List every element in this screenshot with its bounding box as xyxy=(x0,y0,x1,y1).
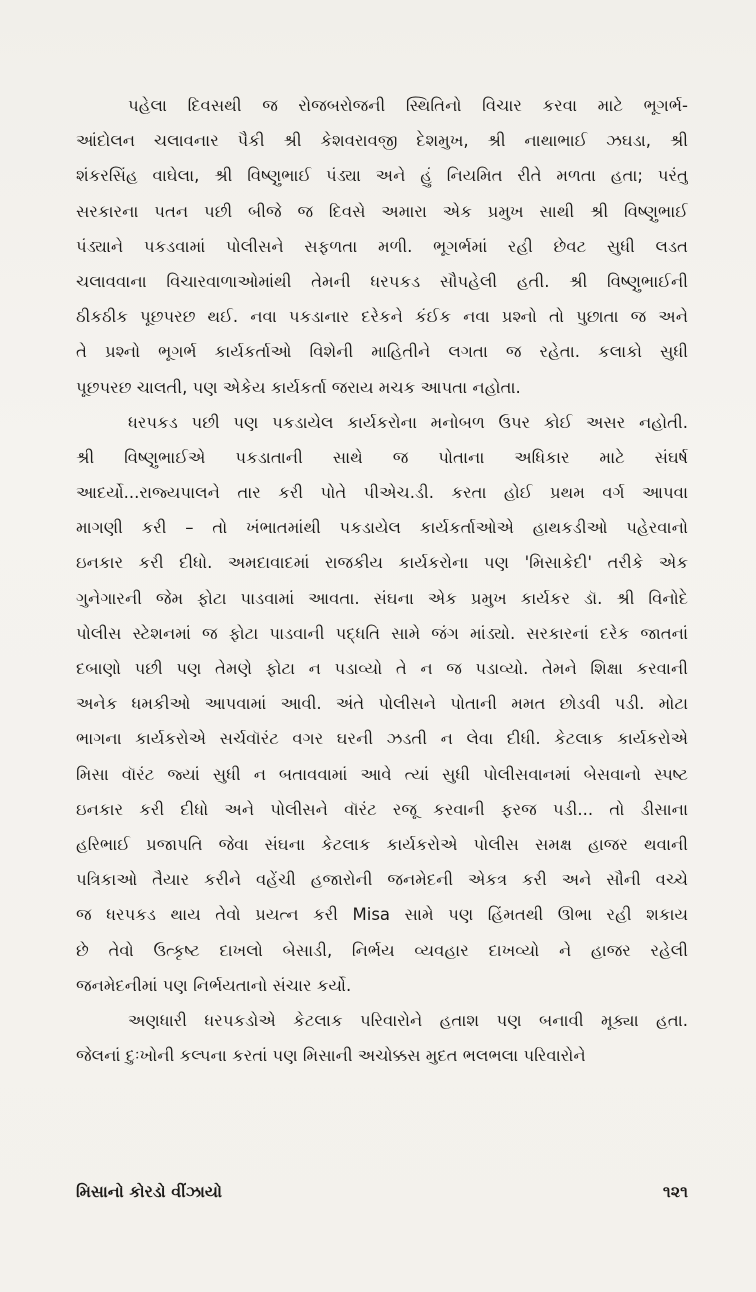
text-line: પંડ્યાને પકડવામાં પોલીસને સફળતા મળી. ભૂગર્ભમાં રહી છેવટ સુધી લડત xyxy=(76,236,688,256)
text-line: શ્રી વિષ્ણુભાઈએ પકડાતાની સાથે જ પોતાના અધિકાર માટે સંઘર્ષ xyxy=(76,447,688,467)
paragraph xyxy=(76,405,688,1003)
text-line: તે પ્રશ્નો ભૂગર્ભ કાર્યકર્તાઓ વિશેની માહિતીને લગતા જ રહેતા. કલાકો સુધી xyxy=(76,342,688,362)
text-line: માગણી કરી – તો ખંભાતમાંથી પકડાયેલ કાર્યકર્તાઓએ હાથકડીઓ પહેરવાનો xyxy=(76,518,688,538)
text-line: પહેલા દિવસથી જ રોજબરોજની સ્થિતિનો વિચાર કરવા માટે ભૂગર્ભ- xyxy=(128,96,688,115)
paragraph xyxy=(76,1003,688,1073)
text-line: આંદોલન ચલાવનાર પૈકી શ્રી કેશવરાવજી દેશમુખ, શ્રી નાથાભાઈ ઝઘડા, શ્રી xyxy=(76,131,688,151)
text-line: પૂછપરછ ચાલતી, પણ એકેય કાર્યકર્તા જરાય મચક આપતા નહોતા. xyxy=(76,377,521,397)
paragraph xyxy=(76,88,688,405)
text-line: શંકરસિંહ વાઘેલા, શ્રી વિષ્ણુભાઈ પંડ્યા અને હું નિયમિત રીતે મળતા હતા; પરંતુ xyxy=(76,166,688,186)
text-line: અણધારી ધરપકડોએ કેટલાક પરિવારોને હતાશ પણ બનાવી મૂક્યા હતા. xyxy=(128,1010,688,1030)
page-footer xyxy=(76,1180,688,1204)
bleed-through-mark xyxy=(330,6,450,20)
text-line: ધરપકડ પછી પણ પકડાયેલ કાર્યકરોના મનોબળ ઉપર કોઈ અસર નહોતી. xyxy=(128,412,688,432)
text-line: ઇનકાર કરી દીધો. અમદાવાદમાં રાજકીય કાર્યકરોના પણ 'મિસાકેદી' તરીકે એક xyxy=(76,553,688,573)
text-line: ઇનકાર કરી દીધો અને પોલીસને વૉરંટ રજૂ કરવાની ફરજ પડી... તો ડીસાના xyxy=(76,799,688,819)
text-line: ભાગના કાર્યકરોએ સર્ચવૉરંટ વગર ઘરની ઝડતી ન લેવા દીધી. કેટલાક કાર્યકરોએ xyxy=(76,729,688,749)
text-line: છે તેવો ઉત્કૃષ્ટ દાખલો બેસાડી, નિર્ભય વ્યવહાર દાખવ્યો ને હાજર રહેલી xyxy=(76,940,688,960)
text-line: ચલાવવાના વિચારવાળાઓમાંથી તેમની ધરપકડ સૌપહેલી હતી. શ્રી વિષ્ણુભાઈની xyxy=(76,271,688,291)
text-line: અનેક ધમકીઓ આપવામાં આવી. અંતે પોલીસને પોતાની મમત છોડવી પડી. મોટા xyxy=(76,694,688,714)
text-line: પત્રિકાઓ તૈયાર કરીને વહેંચી હજારોની જનમેદની એકત્ર કરી અને સૌની વચ્ચે xyxy=(76,870,688,890)
text-line: ઠીકઠીક પૂછપરછ થઈ. નવા પકડાનાર દરેકને કંઈક નવા પ્રશ્નો તો પુછાતા જ અને xyxy=(76,307,688,327)
text-line: દબાણો પછી પણ તેમણે ફોટા ન પડાવ્યો તે ન જ પડાવ્યો. તેમને શિક્ષા કરવાની xyxy=(76,659,688,678)
text-line: આદર્યો...રાજ્યપાલને તાર કરી પોતે પીએચ.ડી. કરતા હોઈ પ્રથમ વર્ગ આપવા xyxy=(76,483,688,503)
text-line: જેલનાં દુઃખોની કલ્પના કરતાં પણ મિસાની અચોક્કસ મુદત ભલભલા પરિવારોને xyxy=(76,1046,586,1066)
text-line: પોલીસ સ્ટેશનમાં જ ફોટા પાડવાની પદ્ધતિ સામે જંગ માંડ્યો. સરકારનાં દરેક જાતનાં xyxy=(76,623,688,643)
text-line: મિસા વૉરંટ જ્યાં સુધી ન બતાવવામાં આવે ત્યાં સુધી પોલીસવાનમાં બેસવાનો સ્પષ્ટ xyxy=(76,764,688,784)
running-footer-title: મિસાનો કોરડો વીંઝાયો xyxy=(76,1182,223,1201)
text-line: હરિભાઈ પ્રજાપતિ જેવા સંઘના કેટલાક કાર્યકરોએ પોલીસ સમક્ષ હાજર થવાની xyxy=(76,834,688,854)
body-text xyxy=(76,88,688,1073)
text-line: સરકારના પતન પછી બીજે જ દિવસે અમારા એક પ્રમુખ સાથી શ્રી વિષ્ણુભાઈ xyxy=(76,201,688,221)
text-line: જનમેદનીમાં પણ નિર્ભયતાનો સંચાર કર્યો. xyxy=(76,975,352,995)
page-number: ૧૨૧ xyxy=(662,1182,688,1201)
text-line: જ ધરપકડ થાય તેવો પ્રયત્ન કરી Misa સામે પણ હિંમતથી ઊભા રહી શકાય xyxy=(76,905,688,925)
text-line: ગુનેગારની જેમ ફોટા પાડવામાં આવતા. સંઘના એક પ્રમુખ કાર્યકર ડૉ. શ્રી વિનોદે xyxy=(76,588,688,608)
